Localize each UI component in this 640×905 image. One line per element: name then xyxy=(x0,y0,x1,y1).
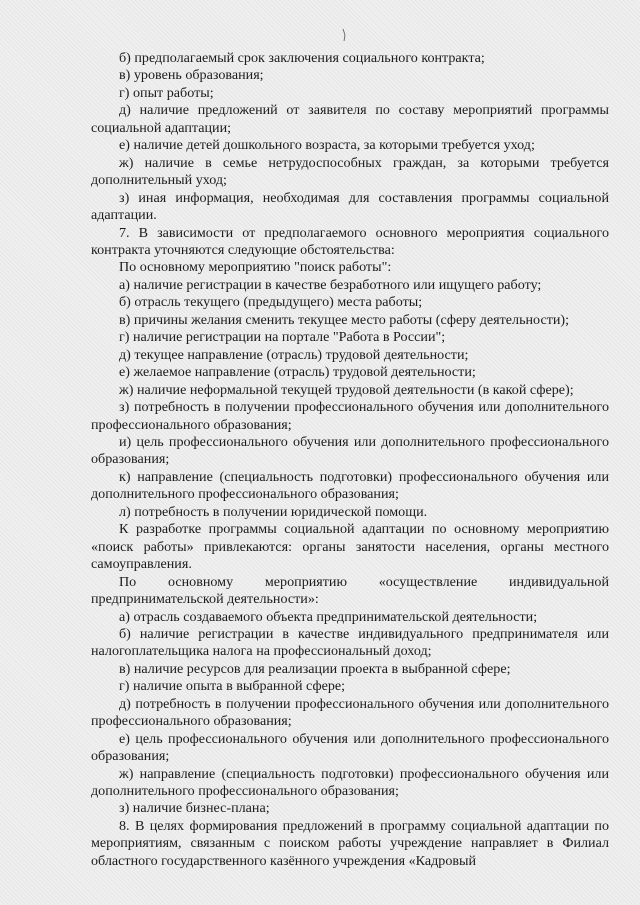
paragraph: 7. В зависимости от предполагаемого основного мероприятия социального контракта уточняются следующие обстоятельства: xyxy=(91,224,609,258)
paragraph: г) наличие опыта в выбранной сфере; xyxy=(119,678,346,695)
paragraph: ж) направление (специальность подготовки) профессионального обучения или дополнительного профессионального образования; xyxy=(91,765,609,800)
paragraph: з) иная информация, необходимая для составления программы социальной адаптации. xyxy=(91,189,609,224)
paragraph: д) наличие предложений от заявителя по составу мероприятий программы социальной адаптации; xyxy=(91,102,609,136)
paragraph: ж) наличие в семье нетрудоспособных граждан, за которыми требуется дополнительный уход; xyxy=(91,154,609,189)
paragraph: л) потребность в получении юридической помощи. xyxy=(119,503,428,520)
paragraph: в) причины желания сменить текущее место работы (сферу деятельности); xyxy=(119,311,570,328)
paragraph: д) потребность в получении профессионального обучения или дополнительного профессионального образования; xyxy=(91,695,609,730)
paragraph: а) наличие регистрации в качестве безработного или ищущего работу; xyxy=(119,276,542,293)
paragraph: г) опыт работы; xyxy=(119,84,214,101)
paragraph: б) отрасль текущего (предыдущего) места работы; xyxy=(119,294,423,311)
scan-mark-icon xyxy=(340,28,350,42)
paragraph: По основному мероприятию "поиск работы": xyxy=(119,259,392,276)
paragraph: а) отрасль создаваемого объекта предпринимательской деятельности; xyxy=(119,608,538,625)
paragraph: з) наличие бизнес-плана; xyxy=(119,800,270,817)
paragraph: г) наличие регистрации на портале "Работа в России"; xyxy=(119,329,446,346)
paragraph: б) наличие регистрации в качестве индивидуального предпринимателя или налогоплательщика налога на профессиональный доход; xyxy=(91,625,609,660)
paragraph: 8. В целях формирования предложений в программу социальной адаптации по мероприятиям, связанным с поиском работы учреждение направляет в Филиал областного государственного казённого учреждения «Кадровый xyxy=(91,817,609,869)
paragraph: е) желаемое направление (отрасль) трудовой деятельности; xyxy=(119,364,476,381)
paragraph: з) потребность в получении профессионального обучения или дополнительного профессионального образования; xyxy=(91,399,609,433)
paragraph: е) цель профессионального обучения или дополнительного профессионального образования; xyxy=(91,730,609,765)
paragraph: в) уровень образования; xyxy=(119,67,264,84)
paragraph: к) направление (специальность подготовки) профессионального обучения или дополнительного профессионального образования; xyxy=(91,468,609,503)
paragraph: ж) наличие неформальной текущей трудовой деятельности (в какой сфере); xyxy=(119,381,574,398)
paragraph: и) цель профессионального обучения или дополнительного профессионального образования; xyxy=(91,433,609,468)
paragraph: По основному мероприятию «осуществление индивидуальной предпринимательской деятельности»: xyxy=(91,573,609,608)
paragraph: е) наличие детей дошкольного возраста, за которыми требуется уход; xyxy=(119,137,535,154)
document-text xyxy=(91,50,609,870)
paragraph: К разработке программы социальной адаптации по основному мероприятию «поиск работы» привлекаются: органы занятости населения, органы местного самоуправления. xyxy=(91,521,609,573)
paragraph: в) наличие ресурсов для реализации проекта в выбранной сфере; xyxy=(119,660,511,677)
paragraph: д) текущее направление (отрасль) трудовой деятельности; xyxy=(119,346,469,363)
paragraph: б) предполагаемый срок заключения социального контракта; xyxy=(119,50,485,66)
